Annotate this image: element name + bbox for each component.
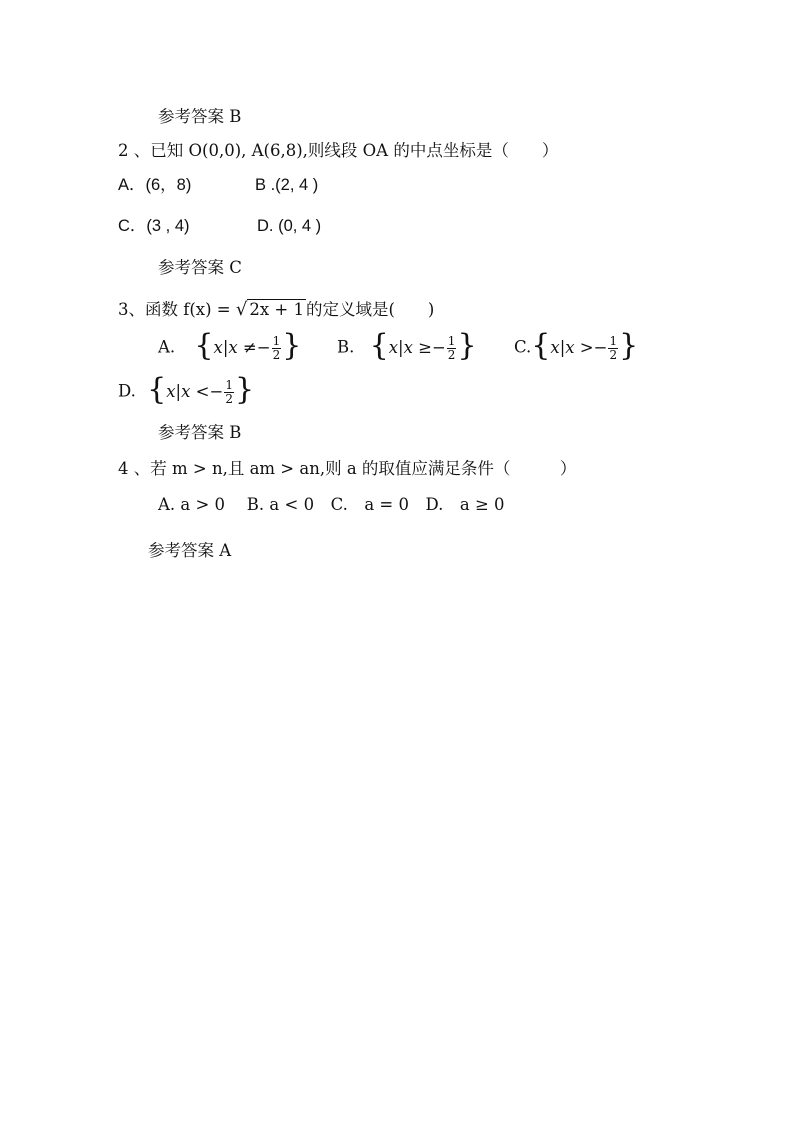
q3-option-c bbox=[514, 328, 639, 363]
q4-stem: 4 、若 m > n,且 am > an,则 a 的取值应满足条件（ ） bbox=[118, 459, 577, 478]
q3-option-d-label: D. bbox=[118, 381, 136, 401]
q2-option-d: D. (0, 4 ) bbox=[257, 217, 322, 235]
left-brace-icon: { bbox=[531, 328, 551, 363]
left-brace-icon: { bbox=[369, 328, 389, 363]
q3-option-b bbox=[337, 328, 477, 363]
q3-option-d-set bbox=[147, 372, 255, 407]
q3-option-a-label: A. bbox=[158, 337, 176, 357]
q3-stem-prefix: 3、函数 f(x) = bbox=[118, 300, 236, 319]
right-brace-icon: } bbox=[282, 328, 302, 363]
q4-options: A. a > 0 B. a < 0 C. a = 0 D. a ≥ 0 bbox=[158, 495, 505, 514]
q3-option-d-body: x|x <− bbox=[166, 382, 224, 401]
fraction-one-half: $\frac{1}{2}$ bbox=[609, 333, 618, 362]
q3-option-c-set bbox=[531, 328, 639, 363]
q3-option-c-label: C. bbox=[514, 337, 532, 357]
q3-option-c-body: x|x >− bbox=[550, 338, 608, 357]
right-brace-icon: } bbox=[619, 328, 639, 363]
q2-option-c: C．(3 , 4) bbox=[118, 217, 190, 235]
q2-stem: 2 、已知 O(0,0), A(6,8),则线段 OA 的中点坐标是（ ） bbox=[118, 141, 559, 160]
fraction-one-half: $\frac{1}{2}$ bbox=[225, 377, 233, 406]
q4-answer: 参考答案 A bbox=[148, 541, 232, 560]
q3-radicand: 2x + 1 bbox=[249, 300, 304, 319]
q2-answer: 参考答案 C bbox=[158, 258, 242, 277]
q3-option-a-set bbox=[194, 328, 302, 363]
fraction-one-half: $\frac{1}{2}$ bbox=[272, 333, 281, 362]
q3-stem bbox=[118, 299, 434, 321]
q3-answer: 参考答案 B bbox=[158, 423, 242, 442]
right-brace-icon: } bbox=[457, 328, 477, 363]
q3-option-b-body: x|x ≥− bbox=[388, 338, 446, 357]
q2-option-a: A．(6，8) bbox=[118, 176, 192, 194]
q2-option-b: B .(2, 4 ) bbox=[255, 176, 319, 194]
left-brace-icon: { bbox=[194, 328, 214, 363]
radical-sign-icon: √ bbox=[235, 299, 248, 320]
q3-stem-suffix: 的定义域是( ) bbox=[305, 300, 435, 319]
right-brace-icon: } bbox=[234, 372, 255, 407]
q1-answer: 参考答案 B bbox=[158, 107, 242, 126]
fraction-one-half: $\frac{1}{2}$ bbox=[447, 333, 456, 362]
q3-option-b-label: B. bbox=[337, 337, 355, 357]
q3-option-d bbox=[118, 372, 255, 407]
q3-option-a bbox=[158, 328, 302, 363]
left-brace-icon: { bbox=[147, 372, 167, 407]
q3-option-b-set bbox=[369, 328, 477, 363]
square-root bbox=[236, 299, 306, 321]
q3-option-a-body: x|x ≠− bbox=[213, 338, 271, 357]
